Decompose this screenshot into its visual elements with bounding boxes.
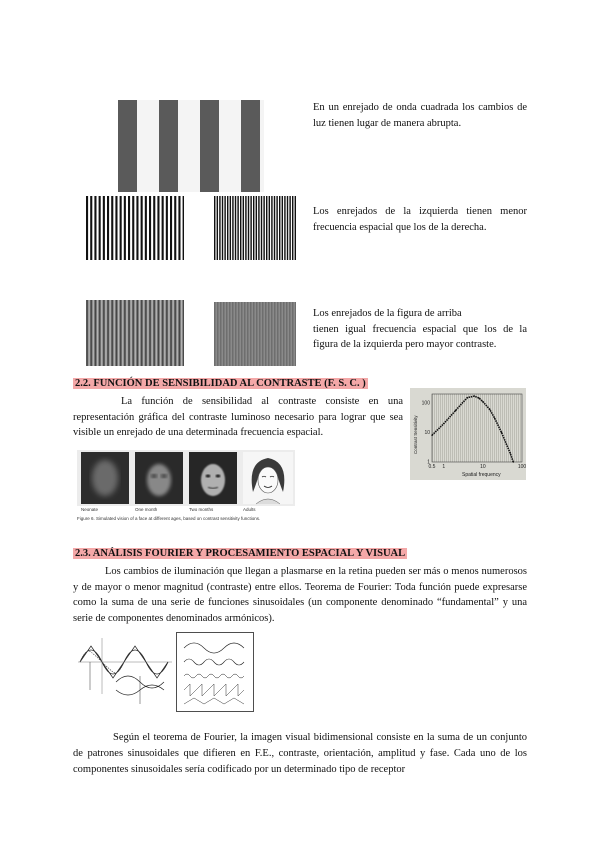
low-contrast-grating [214,302,296,366]
frequency-caption: Los enrejados de la izquierda tienen menor frecuencia espacial que los de la derecha. [313,206,527,233]
face-label-neonate: Neonate [81,507,99,512]
face-label-two-months: Two months [189,507,214,512]
high-frequency-grating [214,196,296,260]
csf-y-tick-1: 10 [424,430,430,437]
csf-x-axis-label: Spatial frequency [462,472,501,478]
low-frequency-grating [86,196,184,260]
fsc-paragraph: La función de sensibilidad al contraste consiste en una representación gráfica del contraste luminoso necesario para lograr que sea visible un enrejado de una determinada frecuencia espacial. [73,396,403,438]
face-label-one-month: One month [135,507,158,512]
csf-point-13 [513,461,514,462]
contrast-caption [313,306,527,353]
csf-x-tick-2: 10 [480,464,486,470]
face-neonate [81,452,129,504]
csf-point-6 [478,397,479,398]
face-one-month [135,452,183,504]
csf-x-tick-3: 100 [517,464,526,470]
square-wave-caption: En un enrejado de onda cuadrada los cambios de luz tienen lugar de manera abrupta. [313,102,527,129]
fourier-paragraph: Los cambios de iluminación que llegan a plasmarse en la retina pueden ser más o menos numerosos y de mayor o menor magnitud (contraste) entre ellos. Teorema de Fourier: Toda función puede expresarse como la suma de una serie de funciones sinusoidales (un componente denominado “fundamental” y una serie de componentes denominados armónicos). [73,566,527,624]
contrast-caption-rest: tienen igual frecuencia espacial que los de la figura de la izquierda pero mayor contraste. [313,323,527,350]
faces-labels-row [81,507,295,512]
csf-point-1 [443,423,444,424]
csf-point-2 [455,410,456,411]
faces-images [81,452,295,506]
csf-point-0 [431,435,432,436]
csf-y-tick-0: 100 [421,400,430,407]
face-adult [243,452,293,504]
fourier-waveform-diagram [76,632,176,710]
csf-point-3 [462,402,463,403]
csf-x-tick-1: 1 [442,464,446,470]
csf-x-tick-0: 0.5 [428,464,436,470]
fourier-harmonics-diagram [176,632,254,712]
csf-point-10 [501,432,502,433]
csf-point-12 [510,452,511,453]
csf-point-5 [474,395,475,396]
contrast-sensitivity-chart [410,388,526,480]
fourier-bottom-paragraph: Según el teorema de Fourier, la imagen visual bidimensional consiste en la suma de un conjunto de patrones sinusoidales que difieren en F.E., contraste, orientación, amplitud y fase. Cada uno de los componentes sinusoidales sería codificado por un determinado tipo de receptor [73,732,527,775]
csf-point-9 [494,418,495,419]
faces-figure [73,442,301,528]
section-heading-fsc: 2.2. FUNCIÓN DE SENSIBILIDAD AL CONTRASTE (F. S. C. ) [75,378,366,389]
section-heading-fourier: 2.3. ANÁLISIS FOURIER Y PROCESAMIENTO ESPACIAL Y VISUAL [75,548,406,559]
blurred-grating [86,300,184,366]
face-two-months [189,452,237,504]
contrast-caption-line1: Los enrejados de la figura de arriba [313,308,462,319]
face-label-adults: Adults [243,507,256,512]
csf-point-11 [506,444,507,445]
faces-caption: Figure 6. Simulated vision of a face at different ages, based on contrast sensitivity functions. [77,516,261,521]
csf-y-axis-label: Contrast Sensitivity [413,415,418,454]
csf-point-4 [467,397,468,398]
csf-point-8 [489,409,490,410]
square-wave-grating [118,100,264,192]
csf-point-7 [482,401,483,402]
csf-y-tick-2: 1 [427,459,430,466]
